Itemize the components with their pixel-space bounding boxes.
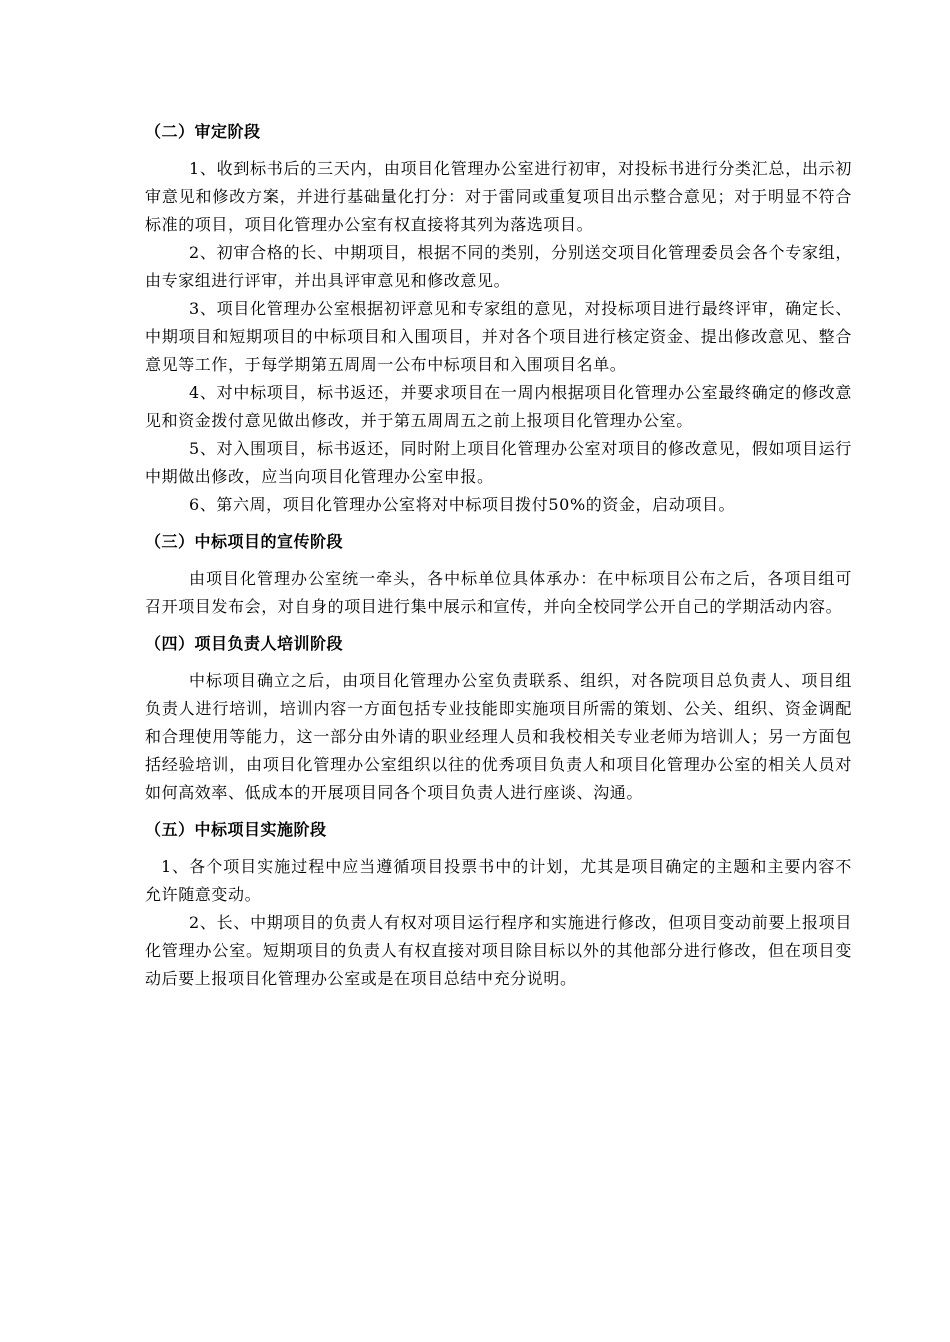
spacer (145, 519, 852, 528)
paragraph: 2、初审合格的长、中期项目，根据不同的类别，分别送交项目化管理委员会各个专家组，由专家组进行评审，并出具评审意见和修改意见。 (145, 243, 852, 290)
paragraph: 1、各个项目实施过程中应当遵循项目投票书中的计划，尤其是项目确定的主题和主要内容不允许随意变动。 (145, 857, 852, 904)
section-title-implementation: （五）中标项目实施阶段 (145, 820, 327, 839)
section-title-training: （四）项目负责人培训阶段 (145, 634, 344, 653)
document-page (145, 118, 852, 993)
paragraph: 中标项目确立之后，由项目化管理办公室负责联系、组织，对各院项目总负责人、项目组负责人进行培训，培训内容一方面包括专业技能即实施项目所需的策划、公关、组织、资金调配和合理使用等能力，这一部分由外请的职业经理人员和我校相关专业老师为培训人；另一方面包括经验培训，由项目化管理办公室组织以往的优秀项目负责人和项目化管理办公室的相关人员对如何高效率、低成本的开展项目同各个项目负责人进行座谈、沟通。 (145, 671, 852, 802)
paragraph: 5、对入围项目，标书返还，同时附上项目化管理办公室对项目的修改意见，假如项目运行中期做出修改，应当向项目化管理办公室申报。 (145, 439, 852, 486)
spacer (145, 146, 852, 155)
spacer (145, 556, 852, 565)
spacer (145, 844, 852, 853)
paragraph: 6、第六周，项目化管理办公室将对中标项目拨付50%的资金，启动项目。 (189, 495, 736, 514)
paragraph: 2、长、中期项目的负责人有权对项目运行程序和实施进行修改，但项目变动前要上报项目化管理办公室。短期项目的负责人有权直接对项目除目标以外的其他部分进行修改，但在项目变动后要上报项目化管理办公室或是在项目总结中充分说明。 (145, 913, 852, 988)
paragraph: 1、收到标书后的三天内，由项目化管理办公室进行初审，对投标书进行分类汇总，出示初审意见和修改方案，并进行基础量化打分：对于雷同或重复项目出示整合意见；对于明显不符合标准的项目，项目化管理办公室有权直接将其列为落选项目。 (145, 159, 852, 234)
section-title-review: （二）审定阶段 (145, 122, 261, 141)
section-title-promotion: （三）中标项目的宣传阶段 (145, 532, 344, 551)
paragraph: 4、对中标项目，标书返还，并要求项目在一周内根据项目化管理办公室最终确定的修改意见和资金拨付意见做出修改，并于第五周周五之前上报项目化管理办公室。 (145, 383, 852, 430)
spacer (145, 621, 852, 630)
spacer (145, 658, 852, 667)
paragraph: 3、项目化管理办公室根据初评意见和专家组的意见，对投标项目进行最终评审，确定长、中期项目和短期项目的中标项目和入围项目，并对各个项目进行核定资金、提出修改意见、整合意见等工作，于每学期第五周周一公布中标项目和入围项目名单。 (145, 299, 852, 374)
spacer (145, 807, 852, 816)
paragraph: 由项目化管理办公室统一牵头，各中标单位具体承办：在中标项目公布之后，各项目组可召开项目发布会，对自身的项目进行集中展示和宣传，并向全校同学公开自己的学期活动内容。 (145, 569, 852, 616)
